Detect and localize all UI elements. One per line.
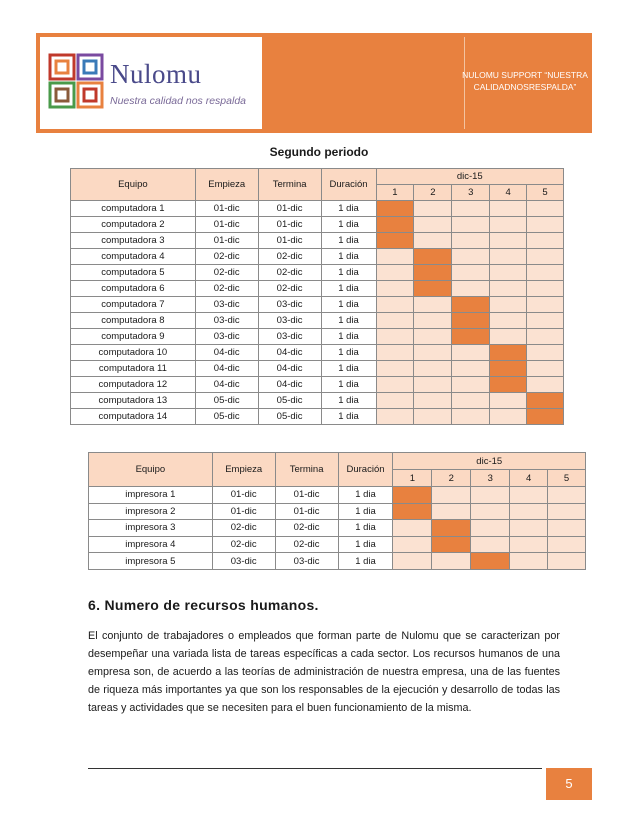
duration: 1 dia xyxy=(338,487,393,504)
gantt-cell xyxy=(548,553,586,570)
equipment-name: impresora 4 xyxy=(89,536,213,553)
gantt-bar xyxy=(471,553,510,570)
gantt-cell xyxy=(376,329,414,345)
duration: 1 dia xyxy=(338,553,393,570)
end-date: 04-dic xyxy=(258,377,321,393)
table-row xyxy=(71,361,564,377)
start-date: 01-dic xyxy=(195,233,258,249)
end-date: 03-dic xyxy=(258,297,321,313)
gantt-cell xyxy=(376,297,414,313)
end-date: 03-dic xyxy=(258,313,321,329)
gantt-cell xyxy=(452,393,490,409)
gantt-cell xyxy=(527,249,564,265)
start-date: 02-dic xyxy=(212,520,275,537)
start-date: 05-dic xyxy=(195,409,258,425)
gantt-cell xyxy=(510,503,548,520)
end-date: 01-dic xyxy=(258,217,321,233)
equipment-name: computadora 4 xyxy=(71,249,196,265)
day-header: 3 xyxy=(452,185,490,201)
equipment-name: computadora 11 xyxy=(71,361,196,377)
gantt-cell xyxy=(490,265,527,281)
brand-name: Nulomu xyxy=(110,59,202,89)
brand-slogan: Nuestra calidad nos respalda xyxy=(110,95,246,107)
start-date: 01-dic xyxy=(212,487,275,504)
end-date: 03-dic xyxy=(258,329,321,345)
day-header: 3 xyxy=(471,470,510,487)
gantt-cell xyxy=(414,377,452,393)
day-header: 4 xyxy=(490,185,527,201)
gantt-cell xyxy=(452,249,490,265)
computers-schedule-table xyxy=(70,168,564,425)
start-date: 03-dic xyxy=(195,313,258,329)
table-row xyxy=(89,520,586,537)
end-date: 04-dic xyxy=(258,345,321,361)
gantt-cell xyxy=(548,520,586,537)
equipment-name: computadora 7 xyxy=(71,297,196,313)
gantt-cell xyxy=(490,233,527,249)
end-date: 02-dic xyxy=(258,249,321,265)
gantt-cell xyxy=(548,536,586,553)
table-row xyxy=(71,393,564,409)
start-date: 01-dic xyxy=(212,503,275,520)
duration: 1 dia xyxy=(338,520,393,537)
day-header: 2 xyxy=(432,470,471,487)
end-date: 02-dic xyxy=(275,536,338,553)
gantt-bar xyxy=(432,520,471,537)
gantt-cell xyxy=(452,233,490,249)
day-header: 2 xyxy=(414,185,452,201)
gantt-cell xyxy=(452,265,490,281)
equipment-name: computadora 5 xyxy=(71,265,196,281)
gantt-cell xyxy=(527,281,564,297)
gantt-cell xyxy=(490,201,527,217)
gantt-cell xyxy=(527,377,564,393)
gantt-bar xyxy=(452,313,490,329)
gantt-cell xyxy=(452,409,490,425)
gantt-bar xyxy=(376,233,414,249)
duration: 1 dia xyxy=(321,297,376,313)
gantt-bar xyxy=(414,265,452,281)
gantt-cell xyxy=(376,265,414,281)
gantt-bar xyxy=(527,393,564,409)
gantt-cell xyxy=(414,313,452,329)
gantt-cell xyxy=(510,553,548,570)
gantt-cell xyxy=(490,313,527,329)
end-date: 02-dic xyxy=(275,520,338,537)
gantt-cell xyxy=(490,217,527,233)
end-date: 02-dic xyxy=(258,265,321,281)
gantt-cell xyxy=(452,201,490,217)
duration: 1 dia xyxy=(321,265,376,281)
col-header-duracion: Duración xyxy=(321,169,376,201)
start-date: 02-dic xyxy=(212,536,275,553)
equipment-name: computadora 10 xyxy=(71,345,196,361)
equipment-name: computadora 8 xyxy=(71,313,196,329)
gantt-cell xyxy=(527,265,564,281)
gantt-cell xyxy=(490,281,527,297)
logo-mark-icon xyxy=(48,53,104,109)
equipment-name: computadora 13 xyxy=(71,393,196,409)
gantt-cell xyxy=(527,345,564,361)
page-number: 5 xyxy=(546,768,592,800)
col-header-duracion: Duración xyxy=(338,453,393,487)
equipment-name: impresora 3 xyxy=(89,520,213,537)
duration: 1 dia xyxy=(321,393,376,409)
gantt-cell xyxy=(414,233,452,249)
table-row xyxy=(89,487,586,504)
start-date: 02-dic xyxy=(195,265,258,281)
gantt-cell xyxy=(414,361,452,377)
end-date: 01-dic xyxy=(275,503,338,520)
gantt-cell xyxy=(376,377,414,393)
table-row xyxy=(71,297,564,313)
gantt-cell xyxy=(490,409,527,425)
gantt-cell xyxy=(432,503,471,520)
gantt-cell xyxy=(452,345,490,361)
col-header-termina: Termina xyxy=(258,169,321,201)
gantt-cell xyxy=(452,217,490,233)
table-row xyxy=(71,409,564,425)
duration: 1 dia xyxy=(321,377,376,393)
end-date: 01-dic xyxy=(258,233,321,249)
duration: 1 dia xyxy=(321,217,376,233)
day-header: 5 xyxy=(527,185,564,201)
start-date: 04-dic xyxy=(195,345,258,361)
gantt-cell xyxy=(490,297,527,313)
start-date: 02-dic xyxy=(195,281,258,297)
table-row xyxy=(71,233,564,249)
end-date: 05-dic xyxy=(258,409,321,425)
equipment-name: computadora 1 xyxy=(71,201,196,217)
day-header: 5 xyxy=(548,470,586,487)
gantt-cell xyxy=(452,377,490,393)
gantt-cell xyxy=(376,249,414,265)
table-row xyxy=(89,536,586,553)
section-heading: 6. Numero de recursos humanos. xyxy=(88,597,319,613)
end-date: 02-dic xyxy=(258,281,321,297)
gantt-cell xyxy=(414,329,452,345)
gantt-cell xyxy=(376,281,414,297)
col-header-empieza: Empieza xyxy=(212,453,275,487)
table-row xyxy=(89,503,586,520)
gantt-bar xyxy=(414,249,452,265)
start-date: 01-dic xyxy=(195,201,258,217)
gantt-bar xyxy=(414,281,452,297)
table-row xyxy=(71,345,564,361)
gantt-bar xyxy=(490,361,527,377)
table-row xyxy=(71,265,564,281)
table-row xyxy=(71,377,564,393)
gantt-cell xyxy=(393,553,432,570)
day-header: 4 xyxy=(510,470,548,487)
gantt-cell xyxy=(527,297,564,313)
gantt-bar xyxy=(490,345,527,361)
duration: 1 dia xyxy=(321,329,376,345)
gantt-cell xyxy=(490,393,527,409)
gantt-cell xyxy=(376,313,414,329)
gantt-cell xyxy=(414,217,452,233)
gantt-cell xyxy=(414,345,452,361)
col-header-termina: Termina xyxy=(275,453,338,487)
table-row xyxy=(71,217,564,233)
page-header xyxy=(36,33,592,133)
gantt-bar xyxy=(527,409,564,425)
start-date: 04-dic xyxy=(195,377,258,393)
gantt-cell xyxy=(452,281,490,297)
duration: 1 dia xyxy=(321,233,376,249)
gantt-bar xyxy=(376,217,414,233)
gantt-cell xyxy=(414,393,452,409)
gantt-bar xyxy=(376,201,414,217)
gantt-bar xyxy=(452,329,490,345)
end-date: 04-dic xyxy=(258,361,321,377)
equipment-name: impresora 5 xyxy=(89,553,213,570)
gantt-cell xyxy=(510,520,548,537)
gantt-cell xyxy=(452,361,490,377)
table-row xyxy=(71,281,564,297)
col-header-equipo: Equipo xyxy=(89,453,213,487)
footer-divider xyxy=(88,768,542,769)
gantt-cell xyxy=(471,487,510,504)
gantt-cell xyxy=(527,201,564,217)
gantt-cell xyxy=(510,487,548,504)
duration: 1 dia xyxy=(338,503,393,520)
duration: 1 dia xyxy=(321,281,376,297)
gantt-cell xyxy=(471,536,510,553)
duration: 1 dia xyxy=(321,409,376,425)
gantt-bar xyxy=(393,503,432,520)
gantt-cell xyxy=(490,329,527,345)
gantt-cell xyxy=(548,503,586,520)
gantt-cell xyxy=(471,503,510,520)
gantt-bar xyxy=(393,487,432,504)
section-title: Segundo periodo xyxy=(269,145,369,159)
equipment-name: impresora 1 xyxy=(89,487,213,504)
start-date: 04-dic xyxy=(195,361,258,377)
start-date: 03-dic xyxy=(212,553,275,570)
duration: 1 dia xyxy=(321,361,376,377)
gantt-bar xyxy=(432,536,471,553)
duration: 1 dia xyxy=(321,313,376,329)
table-row xyxy=(71,249,564,265)
end-date: 05-dic xyxy=(258,393,321,409)
gantt-cell xyxy=(432,553,471,570)
equipment-name: computadora 14 xyxy=(71,409,196,425)
equipment-name: computadora 12 xyxy=(71,377,196,393)
equipment-name: computadora 6 xyxy=(71,281,196,297)
printers-schedule-table xyxy=(88,452,586,570)
gantt-cell xyxy=(527,313,564,329)
equipment-name: computadora 2 xyxy=(71,217,196,233)
gantt-cell xyxy=(414,409,452,425)
duration: 1 dia xyxy=(321,345,376,361)
equipment-name: computadora 3 xyxy=(71,233,196,249)
gantt-cell xyxy=(527,233,564,249)
gantt-cell xyxy=(393,520,432,537)
equipment-name: computadora 9 xyxy=(71,329,196,345)
col-header-empieza: Empieza xyxy=(195,169,258,201)
gantt-cell xyxy=(490,249,527,265)
gantt-cell xyxy=(527,217,564,233)
end-date: 03-dic xyxy=(275,553,338,570)
table-row xyxy=(71,313,564,329)
gantt-cell xyxy=(376,393,414,409)
duration: 1 dia xyxy=(321,249,376,265)
gantt-bar xyxy=(490,377,527,393)
gantt-cell xyxy=(376,361,414,377)
table-row xyxy=(71,201,564,217)
section-body-text: El conjunto de trabajadores o empleados que forman parte de Nulomu que se caracterizan por desempeñar una variada lista de tareas específicas a cada sector. Los recursos humanos de una empresa son, de acuerdo a las teorías de administración de nuestra empresa, una de las fuentes de riqueza más importantes ya que son los responsables de la ejecución y desarrollo de todas las tareas y actividades que se necesiten para el buen funcionamiento de la misma. xyxy=(88,630,560,714)
day-header: 1 xyxy=(393,470,432,487)
end-date: 01-dic xyxy=(258,201,321,217)
col-header-month: dic-15 xyxy=(376,169,564,185)
gantt-cell xyxy=(471,520,510,537)
duration: 1 dia xyxy=(321,201,376,217)
gantt-cell xyxy=(527,361,564,377)
equipment-name: impresora 2 xyxy=(89,503,213,520)
gantt-cell xyxy=(393,536,432,553)
gantt-cell xyxy=(432,487,471,504)
gantt-cell xyxy=(376,409,414,425)
gantt-cell xyxy=(510,536,548,553)
day-header: 1 xyxy=(376,185,414,201)
gantt-cell xyxy=(414,297,452,313)
start-date: 03-dic xyxy=(195,329,258,345)
end-date: 01-dic xyxy=(275,487,338,504)
document-title: NULOMU SUPPORT “NUESTRA CALIDADNOSRESPALDA” xyxy=(462,70,588,92)
table-row xyxy=(89,553,586,570)
gantt-cell xyxy=(414,201,452,217)
table-row xyxy=(71,329,564,345)
duration: 1 dia xyxy=(338,536,393,553)
gantt-cell xyxy=(527,329,564,345)
gantt-cell xyxy=(548,487,586,504)
start-date: 03-dic xyxy=(195,297,258,313)
start-date: 05-dic xyxy=(195,393,258,409)
start-date: 02-dic xyxy=(195,249,258,265)
col-header-equipo: Equipo xyxy=(71,169,196,201)
col-header-month: dic-15 xyxy=(393,453,586,470)
gantt-bar xyxy=(452,297,490,313)
gantt-cell xyxy=(376,345,414,361)
start-date: 01-dic xyxy=(195,217,258,233)
logo xyxy=(40,37,262,129)
